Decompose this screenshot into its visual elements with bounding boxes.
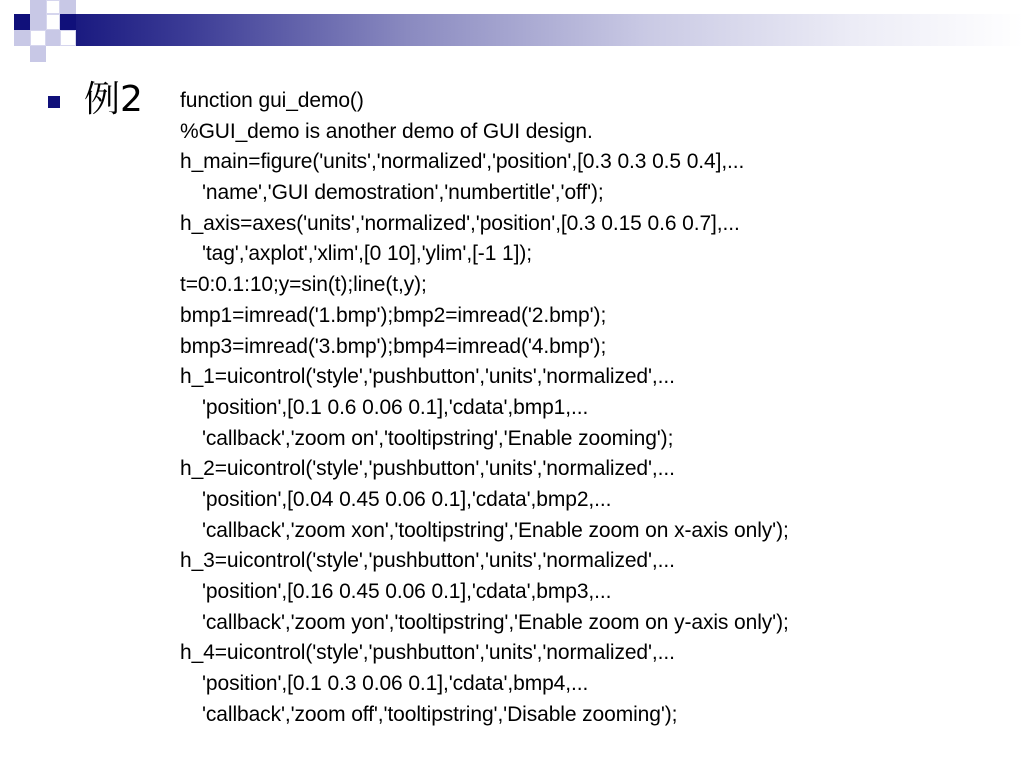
code-line: 'callback','zoom yon','tooltipstring','Enable zoom on y-axis only'); bbox=[202, 610, 789, 634]
header-square-decoration bbox=[30, 46, 46, 62]
code-line: 'callback','zoom off','tooltipstring','Disable zooming'); bbox=[202, 702, 678, 726]
header-square-decoration bbox=[46, 14, 60, 30]
header-square-decoration bbox=[30, 0, 46, 14]
code-block bbox=[180, 86, 1000, 730]
code-line: %GUI_demo is another demo of GUI design. bbox=[180, 119, 593, 143]
code-line: h_axis=axes('units','normalized','position',[0.3 0.15 0.6 0.7],... bbox=[180, 211, 740, 235]
code-line: 'callback','zoom on','tooltipstring','Enable zooming'); bbox=[202, 426, 674, 450]
code-line: h_1=uicontrol('style','pushbutton','units','normalized',... bbox=[180, 365, 675, 389]
code-line: 'position',[0.16 0.45 0.06 0.1],'cdata',bmp3,... bbox=[202, 580, 612, 603]
code-line: 'callback','zoom xon','tooltipstring','Enable zoom on x-axis only'); bbox=[202, 518, 789, 542]
code-line: h_2=uicontrol('style','pushbutton','units','normalized',... bbox=[180, 457, 675, 481]
code-line: bmp3=imread('3.bmp');bmp4=imread('4.bmp'); bbox=[180, 334, 607, 358]
header-square-decoration bbox=[14, 30, 30, 46]
header-square-decoration bbox=[30, 30, 46, 46]
code-line: h_3=uicontrol('style','pushbutton','units','normalized',... bbox=[180, 549, 675, 573]
header-square-decoration bbox=[60, 0, 76, 14]
code-line: 'position',[0.1 0.3 0.06 0.1],'cdata',bmp4,... bbox=[202, 672, 589, 696]
code-line: h_4=uicontrol('style','pushbutton','units','normalized',... bbox=[180, 641, 675, 665]
code-line: t=0:0.1:10;y=sin(t);line(t,y); bbox=[180, 273, 427, 297]
header-square-decoration bbox=[30, 14, 46, 30]
header-square-decoration bbox=[60, 14, 76, 30]
header-square-decoration bbox=[14, 14, 30, 30]
header-square-decoration bbox=[60, 30, 76, 46]
code-line: 'tag','axplot','xlim',[0 10],'ylim',[-1 1]); bbox=[202, 242, 532, 266]
slide-title: 例2 bbox=[84, 79, 143, 120]
header-square-decoration bbox=[46, 0, 60, 14]
code-line: 'position',[0.1 0.6 0.06 0.1],'cdata',bmp1,... bbox=[202, 395, 589, 419]
square-bullet-icon bbox=[48, 96, 60, 108]
code-line: bmp1=imread('1.bmp');bmp2=imread('2.bmp'); bbox=[180, 303, 607, 327]
code-line: 'position',[0.04 0.45 0.06 0.1],'cdata',bmp2,... bbox=[202, 487, 612, 511]
code-line: function gui_demo() bbox=[180, 89, 364, 112]
code-line: 'name','GUI demostration','numbertitle','off'); bbox=[202, 181, 604, 205]
code-line: h_main=figure('units','normalized','position',[0.3 0.3 0.5 0.4],... bbox=[180, 150, 745, 174]
header-gradient-band bbox=[76, 14, 1024, 46]
header-square-decoration bbox=[46, 30, 60, 46]
